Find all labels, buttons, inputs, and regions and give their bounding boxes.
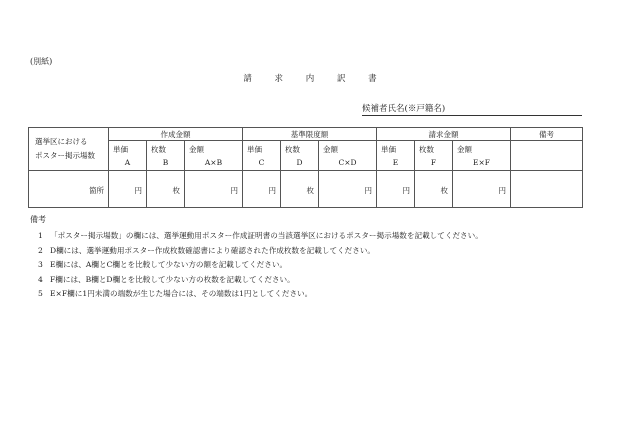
unit-price-c-header — [243, 141, 281, 171]
unit-label: 枚 — [172, 185, 180, 195]
candidate-name-field[interactable]: 候補者氏名(※戸籍名) — [362, 102, 582, 116]
billing-breakdown-table — [28, 127, 583, 208]
sub-symbol: F — [430, 157, 437, 167]
sub-label: 枚数 — [151, 144, 166, 154]
unit-label: 円 — [498, 185, 507, 195]
document-title: 請 求 内 訳 書 — [243, 74, 387, 84]
quantity-b-header — [147, 141, 185, 171]
sub-label: 金額 — [189, 144, 204, 154]
amount-cxd-cell[interactable] — [319, 171, 377, 208]
note-item — [38, 258, 483, 273]
unit-price-c-cell[interactable] — [243, 171, 281, 208]
note-item — [38, 244, 483, 259]
sub-label: 金額 — [457, 144, 473, 154]
notes-list — [38, 229, 483, 302]
note-number: 2 — [38, 245, 43, 255]
row-header-line-2: ポスター掲示場数 — [35, 151, 95, 160]
note-text: E×F欄に1円未満の端数が生じた場合には、その端数は1円としてください。 — [50, 289, 313, 299]
remarks-blank-cell — [511, 141, 583, 171]
remarks-cell[interactable] — [511, 171, 583, 208]
unit-label: 円 — [268, 185, 277, 195]
quantity-f-cell[interactable] — [415, 171, 453, 208]
unit-label: 円 — [364, 185, 373, 195]
unit-label: 枚 — [306, 185, 315, 195]
unit-price-e-header — [377, 141, 415, 171]
quantity-d-cell[interactable] — [281, 171, 319, 208]
note-text: E欄には、A欄とC欄とを比較して少ない方の額を記載してください。 — [50, 260, 288, 270]
amount-axb-cell[interactable] — [185, 171, 243, 208]
sub-label: 枚数 — [285, 144, 301, 154]
sub-label: 枚数 — [419, 144, 435, 154]
standard-limit-header: 基準限度額 — [243, 128, 377, 141]
sub-symbol: D — [296, 157, 303, 167]
row-header-line-1: 選挙区における — [35, 137, 88, 146]
sub-label: 金額 — [323, 144, 339, 154]
unit-label: 円 — [134, 185, 142, 195]
sub-symbol: E×F — [473, 157, 491, 167]
remarks-header: 備考 — [511, 128, 583, 141]
note-text: 「ポスター掲示場数」の欄には、選挙運動用ポスター作成証明書の当該選挙区におけるポスター掲示場数を記載してください。 — [50, 231, 483, 240]
unit-price-a-header — [109, 141, 147, 171]
amount-exf-header — [453, 141, 511, 171]
sub-label: 単価 — [381, 144, 397, 154]
amount-exf-cell[interactable] — [453, 171, 511, 208]
note-number: 3 — [38, 260, 43, 270]
sub-label: 単価 — [247, 144, 263, 154]
note-item — [38, 229, 483, 244]
sub-symbol: C×D — [338, 157, 357, 167]
unit-label: 枚 — [440, 185, 449, 195]
unit-label: 円 — [402, 185, 411, 195]
sub-symbol: A×B — [204, 157, 223, 167]
sub-symbol: B — [162, 157, 169, 167]
annex-label: (別紙) — [30, 57, 53, 66]
notes-title: 備考 — [30, 215, 46, 224]
unit-label: 円 — [230, 185, 239, 195]
quantity-b-cell[interactable] — [147, 171, 185, 208]
note-item — [38, 287, 483, 302]
poster-site-count-header — [29, 128, 109, 171]
sub-label: 単価 — [113, 144, 128, 154]
sub-symbol: A — [124, 157, 131, 167]
sub-symbol: E — [392, 157, 399, 167]
sub-symbol: C — [258, 157, 265, 167]
amount-cxd-header — [319, 141, 377, 171]
note-number: 1 — [38, 231, 43, 240]
note-text: F欄には、B欄とD欄とを比較して少ない方の枚数を記載してください。 — [50, 274, 295, 284]
production-amount-header: 作成金額 — [109, 128, 243, 141]
unit-price-a-cell[interactable] — [109, 171, 147, 208]
site-count-cell[interactable] — [29, 171, 109, 208]
quantity-f-header — [415, 141, 453, 171]
unit-price-e-cell[interactable] — [377, 171, 415, 208]
amount-axb-header — [185, 141, 243, 171]
note-text: D欄には、選挙運動用ポスター作成枚数確認書により確認された作成枚数を記載してください。 — [50, 245, 376, 255]
claim-amount-header: 請求金額 — [377, 128, 511, 141]
note-item — [38, 273, 483, 288]
unit-label: 箇所 — [89, 185, 104, 195]
quantity-d-header — [281, 141, 319, 171]
note-number: 4 — [38, 274, 43, 284]
note-number: 5 — [38, 289, 43, 299]
